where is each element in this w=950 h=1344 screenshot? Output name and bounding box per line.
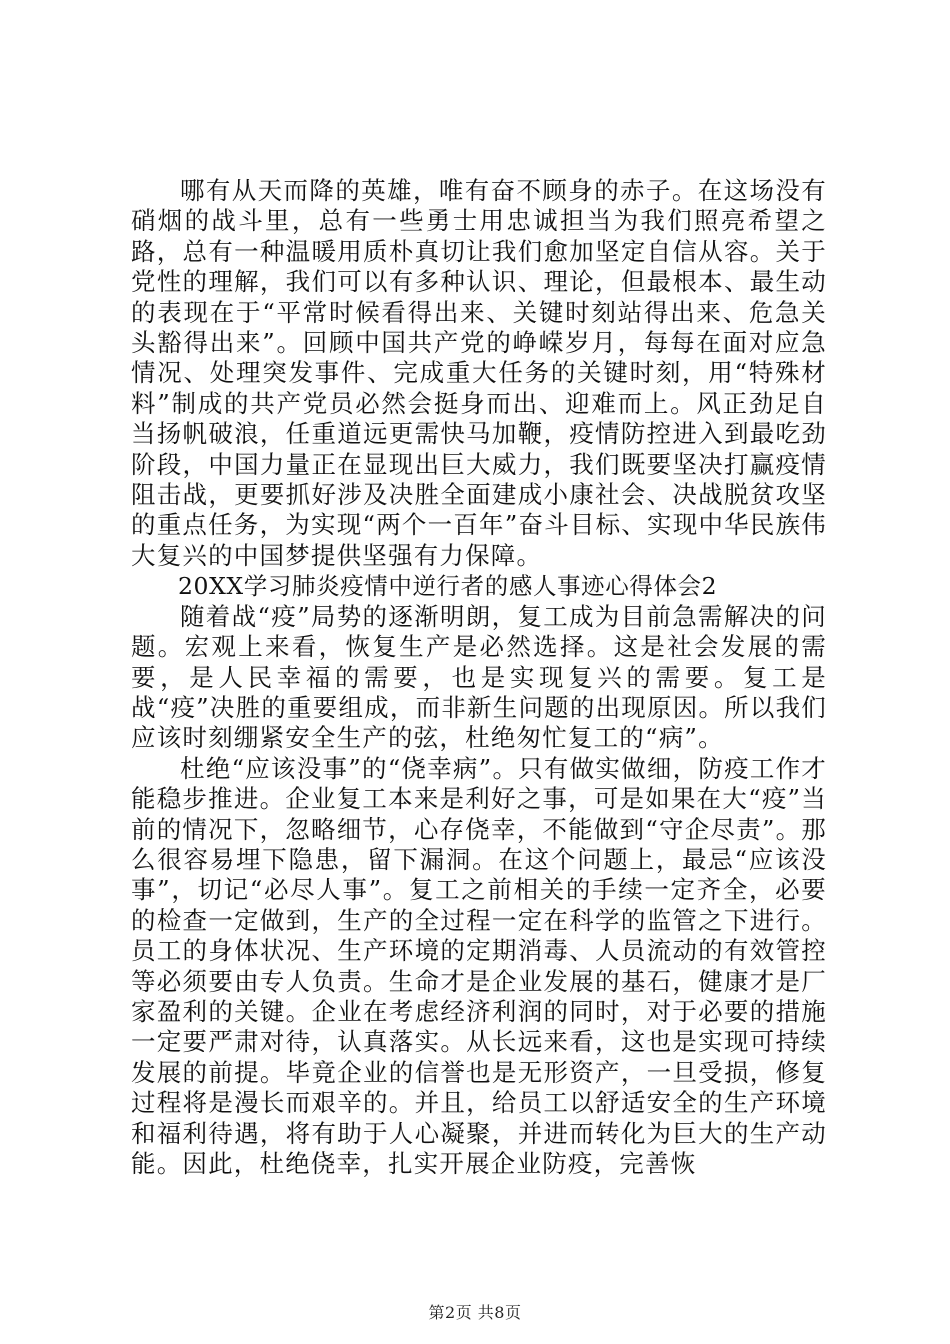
paragraph: 杜绝“应该没事”的“侥幸病”。只有做实做细，防疫工作才能稳步推进。企业复工本来是利好之事，可是如果在大“疫”当前的情况下，忽略细节，心存侥幸，不能做到“守企尽责”。那么很容易埋下隐患，留下漏洞。在这个问题上，最忌“应该没事”，切记“必尽人事”。复工之前相关的手续一定齐全，必要的检查一定做到，生产的全过程一定在科学的监管之下进行。员工的身体状况、生产环境的定期消毒、人员流动的有效管控等必须要由专人负责。生命才是企业发展的基石，健康才是厂家盈利的关键。企业在考虑经济利润的同时，对于必要的措施一定要严肃对待，认真落实。从长远来看，这也是实现可持续发展的前提。毕竟企业的信誉也是无形资产，一旦受损，修复过程将是漫长而艰辛的。并且，给员工以舒适安全的生产环境和福利待遇，将有助于人心凝聚，并进而转化为巨大的生产动能。因此，杜绝侥幸，扎实开展企业防疫，完善恢 [131, 753, 827, 1178]
document-body [131, 176, 827, 1179]
page-number-footer: 第2页 共8页 [428, 1303, 522, 1322]
paragraph: 哪有从天而降的英雄，唯有奋不顾身的赤子。在这场没有硝烟的战斗里，总有一些勇士用忠诚担当为我们照亮希望之路，总有一种温暖用质朴真切让我们愈加坚定自信从容。关于党性的理解，我们可以有多种认识、理论，但最根本、最生动的表现在于“平常时候看得出来、关键时刻站得出来、危急关头豁得出来”。回顾中国共产党的峥嵘岁月，每每在面对应急情况、处理突发事件、完成重大任务的关键时刻，用“特殊材料”制成的共产党员必然会挺身而出、迎难而上。风正劲足自当扬帆破浪，任重道远更需快马加鞭，疫情防控进入到最吃劲阶段，中国力量正在显现出巨大威力，我们既要坚决打赢疫情阻击战，更要抓好涉及决胜全面建成小康社会、决战脱贫攻坚的重点任务，为实现“两个一百年”奋斗目标、实现中华民族伟大复兴的中国梦提供坚强有力保障。 [131, 176, 827, 570]
paragraph: 随着战“疫”局势的逐渐明朗，复工成为目前急需解决的问题。宏观上来看，恢复生产是必然选择。这是社会发展的需要，是人民幸福的需要，也是实现复兴的需要。复工是战“疫”决胜的重要组成，而非新生问题的出现原因。所以我们应该时刻绷紧安全生产的弦，杜绝匆忙复工的“病”。 [131, 601, 827, 753]
section-heading: 20XX学习肺炎疫情中逆行者的感人事迹心得体会2 [178, 572, 718, 601]
